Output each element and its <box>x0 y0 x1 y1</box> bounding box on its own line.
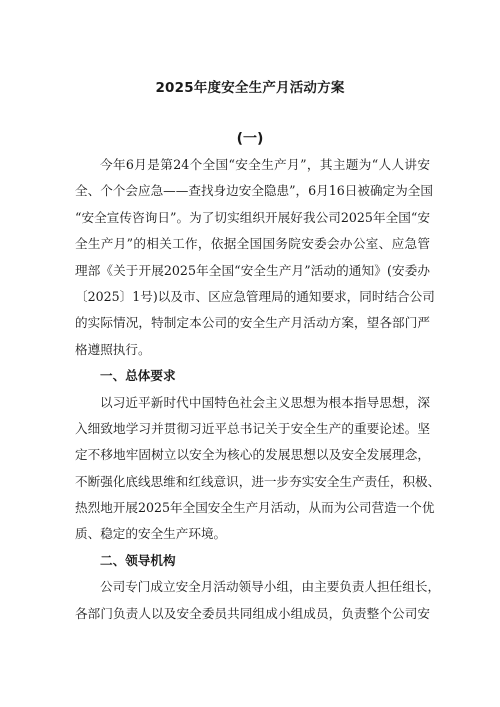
document-title: 2025年度安全生产月活动方案 <box>155 80 345 96</box>
paragraph-line: 全生产月”的相关工作，依据全国国务院安委会办公室、应急管 <box>75 236 430 252</box>
section-heading-general-requirements: 一、总体要求 <box>100 368 176 384</box>
section2-paragraph <box>75 574 441 627</box>
paragraph-line: 格遵照执行。 <box>75 341 151 357</box>
paragraph-line: 热烈地开展2025年全国安全生产月活动，从而为公司营造一个优 <box>75 500 435 516</box>
section1-paragraph <box>75 390 441 548</box>
paragraph-line: 全、个个会应急——查找身边安全隐患”，6月16日被确定为全国 <box>75 183 433 199</box>
paragraph-line: 〔2025〕1号)以及市、区应急管理局的通知要求，同时结合公司 <box>75 288 435 304</box>
section-heading-leadership: 二、领导机构 <box>100 552 176 568</box>
paragraph-line: 公司专门成立安全月活动领导小组，由主要负责人担任组长， <box>100 579 441 595</box>
section-marker: (一) <box>236 131 264 147</box>
paragraph-line: 今年6月是第24个全国“安全生产月”，其主题为“人人讲安 <box>100 157 430 172</box>
paragraph-line: “安全宣传咨询日”。为了切实组织开展好我公司2025年全国“安 <box>75 209 430 225</box>
paragraph-line: 各部门负责人以及安全委员共同组成小组成员，负责整个公司安 <box>75 605 430 621</box>
paragraph-line: 的实际情况，特制定本公司的安全生产月活动方案，望各部门严 <box>75 315 430 331</box>
paragraph-line: 不断强化底线思维和红线意识，进一步夯实安全生产责任，积极、 <box>75 473 441 489</box>
intro-paragraph <box>75 152 435 363</box>
paragraph-line: 定不移地牢固树立以安全为核心的发展思想以及安全发展理念， <box>75 447 430 463</box>
document-body <box>75 152 441 627</box>
paragraph-line: 理部《关于开展2025年全国“安全生产月”活动的通知》(安委办 <box>75 262 430 278</box>
paragraph-line: 入细致地学习并贯彻习近平总书记关于安全生产的重要论述。坚 <box>75 420 430 436</box>
paragraph-line: 质、稳定的安全生产环境。 <box>75 526 227 542</box>
paragraph-line: 以习近平新时代中国特色社会主义思想为根本指导思想，深 <box>100 394 430 410</box>
